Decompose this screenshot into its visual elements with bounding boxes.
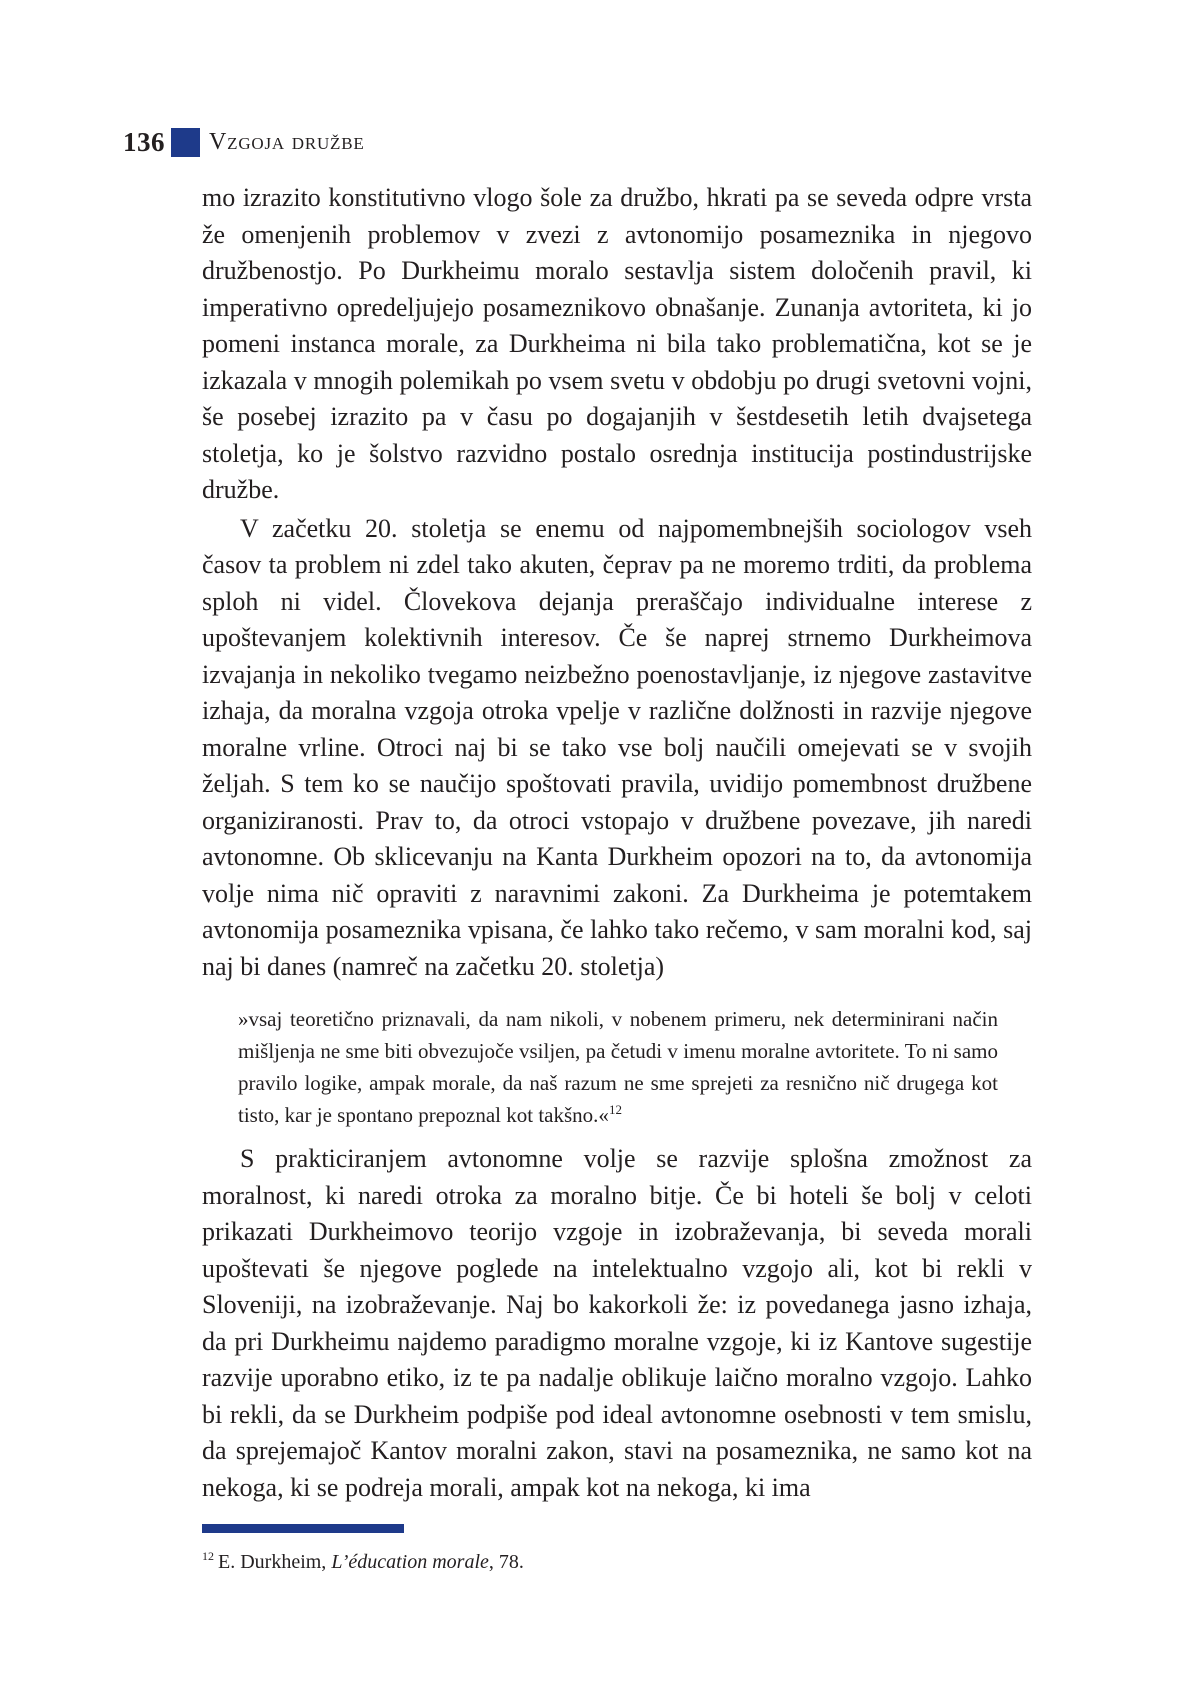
page-number: 136 — [123, 127, 165, 157]
footnote-author: E. Durkheim, — [218, 1551, 327, 1573]
header-square-ornament — [171, 128, 200, 157]
paragraph-3: S prakticiranjem avtonomne volje se razvije splošna zmožnost za moralnost, ki naredi otroka za moralno bitje. Če bi hoteli še bolj v celoti prikazati Durkheimovo teorijo vzgoje in izobraževanja, bi seveda morali upoštevati še njegove poglede na intelektualno vzgojo ali, kot bi rekli v Sloveniji, na izobraževanje. Naj bo kakorkoli že: iz povedanega jasno izhaja, da pri Durkheimu najdemo paradigmo moralne vzgoje, ki iz Kantove sugestije razvije uporabno etiko, iz te pa nadalje oblikuje laično moralno vzgojo. Lahko bi rekli, da se Durkheim podpiše pod ideal avtonomne osebnosti v tem smislu, da sprejemajoč Kantov moralni zakon, stavi na posameznika, ne samo kot na nekoga, ki se podreja morali, ampak kot na nekoga, ki ima — [202, 1144, 1032, 1502]
footnote-pages: , 78. — [488, 1551, 524, 1573]
main-text — [202, 180, 1032, 1506]
paragraph-2: V začetku 20. stoletja se enemu od najpomembnejših sociologov vseh časov ta problem ni zdel tako akuten, čeprav pa ne moremo trditi, da problema sploh ni videl. Človekova dejanja preraščajo individualne interese z upoštevanjem kolektivnih interesov. Če še naprej strnemo Durkheimova izvajanja in nekoliko tvegamo neizbežno poenostavljanje, iz njegove zastavitve izhaja, da moralna vzgoja otroka vpelje v različne dolžnosti in razvije njegove moralne vrline. Otroci naj bi se tako vse bolj naučili omejevati se v svojih željah. S tem ko se naučijo spoštovati pravila, uvidijo pomembnost družbene organiziranosti. Prav to, da otroci vstopajo v družbene povezave, jih naredi avtonomne. Ob sklicevanju na Kanta Durkheim opozori na to, da avtonomija volje nima nič opraviti z naravnimi zakoni. Za Durkheima je potemtakem avtonomija posameznika vpisana, če lahko tako rečemo, v sam moralni kod, saj naj bi danes (namreč na začetku 20. stoletja) — [202, 513, 1032, 981]
paragraph-1: mo izrazito konstitutivno vlogo šole za družbo, hkrati pa se seveda odpre vrsta že omenjenih problemov v zvezi z avtonomijo posameznika in njegovo družbenostjo. Po Durkheimu moralo sestavlja sistem določenih pravil, ki imperativno opredeljujejo posameznikovo obnašanje. Zunanja avtoriteta, ki jo pomeni instanca morale, za Durkheima ni bila tako problematična, kot se je izkazala v mnogih polemikah po vsem svetu v obdobju po drugi svetovni vojni, še posebej izrazito pa v času po dogajanjih v šestdesetih letih dvajsetega stoletja, ko je šolstvo razvidno postalo osrednja institucija postindustrijske družbe. — [202, 183, 1032, 504]
footnote-reference: 12 — [608, 1102, 622, 1117]
footnote — [202, 1549, 524, 1575]
footnote-title: L’éducation morale — [331, 1551, 489, 1573]
running-title: Vzgoja družbe — [209, 129, 365, 155]
footnote-number: 12 — [202, 1549, 214, 1564]
block-quote — [238, 1003, 998, 1131]
quote-text: »vsaj teoretično priznavali, da nam nikoli, v nobenem primeru, nek determinirani način mišljenja ne sme biti obvezujoče vsiljen, pa četudi v imenu moralne avtoritete. To ni samo pravilo logike, ampak morale, da naš razum ne sme sprejeti za resnično nič drugega kot tisto, kar je spontano prepoznal kot takšno.« — [238, 1007, 998, 1127]
running-head — [123, 124, 365, 160]
footnote-rule — [202, 1524, 404, 1533]
